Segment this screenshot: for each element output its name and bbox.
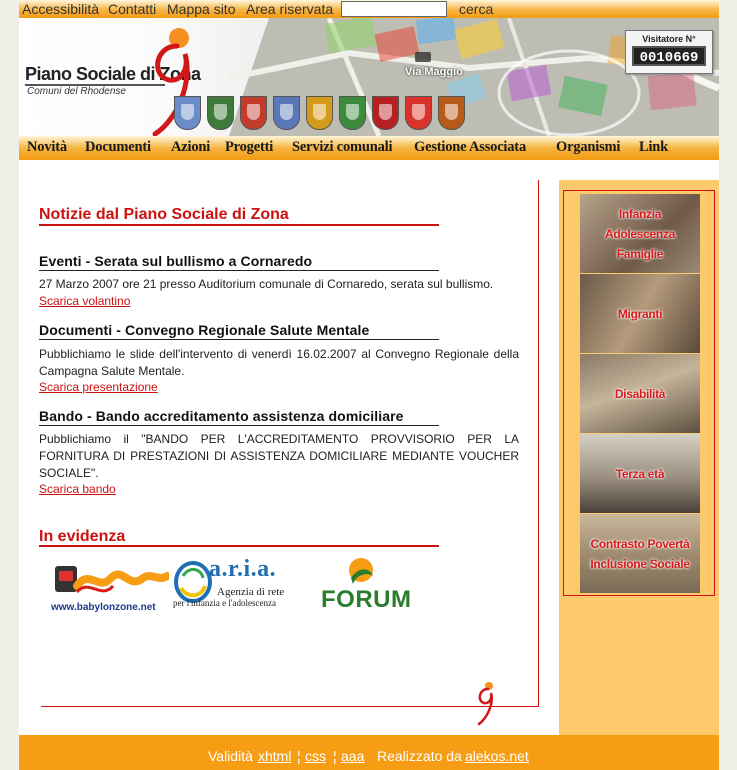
link-contatti[interactable]: Contatti: [108, 1, 157, 17]
page: [19, 0, 719, 770]
crest-icon: [405, 96, 432, 130]
highlight-section-title: In evidenza: [39, 528, 126, 545]
news-item-title: Documenti - Convegno Regionale Salute Mentale: [39, 322, 370, 338]
nine-small-icon: [471, 680, 501, 726]
news-section-title: Notizie dal Piano Sociale di Zona: [39, 206, 289, 223]
crest-icon: [240, 96, 267, 130]
crest-icon: [438, 96, 465, 130]
nav-item-azioni[interactable]: Azioni: [171, 139, 211, 155]
footer-link-css[interactable]: css: [305, 748, 326, 764]
sidebar-item-contrasto-poverta[interactable]: [580, 514, 700, 593]
logo-title: Piano Sociale di Zona: [25, 64, 201, 84]
site-header: [19, 18, 719, 136]
forum-name: FORUM: [321, 586, 412, 613]
nav-item-servizi-comunali[interactable]: Servizi comunali: [292, 139, 393, 155]
sidebar-item-migranti[interactable]: [580, 274, 700, 353]
sidebar-item-label: Inclusione Sociale: [590, 556, 690, 571]
news-item-title: Bando - Bando accreditamento assistenza domiciliare: [39, 408, 404, 424]
sidebar-item-terza-eta[interactable]: [580, 434, 700, 513]
footer-separator: ¦: [333, 748, 337, 764]
sidebar-item-label: Terza età: [615, 466, 665, 481]
main-nav: [19, 136, 719, 160]
visitor-counter-value: 0010669: [632, 46, 706, 66]
crest-icon: [174, 96, 201, 130]
link-accessibilita[interactable]: Accessibilità: [22, 1, 100, 17]
news-item-rule: [39, 270, 439, 271]
news-item-text: Pubblichiamo le slide dell'intervento di venerdì 16.02.2007 al Convegno Regionale della Campagna Salute Mentale.: [39, 347, 519, 378]
footer: [19, 735, 719, 770]
news-section-rule: [39, 224, 439, 226]
nav-item-progetti[interactable]: Progetti: [225, 139, 274, 155]
sidebar-item-label: Infanzia: [618, 206, 662, 221]
nav-item-link[interactable]: Link: [639, 139, 669, 155]
link-area-riservata[interactable]: Area riservata: [246, 1, 334, 17]
nav-item-novita[interactable]: Novità: [27, 139, 67, 155]
crest-icon: [273, 96, 300, 130]
municipal-crests: [174, 96, 465, 130]
partner-banners: [49, 556, 412, 620]
search-input[interactable]: [341, 1, 447, 17]
crest-icon: [207, 96, 234, 130]
aria-subtitle-1: Agenzia di rete: [217, 586, 285, 598]
footer-link-xhtml[interactable]: xhtml: [258, 748, 292, 764]
aria-subtitle-2: per l'infanzia e l'adolescenza: [173, 598, 276, 608]
search-button[interactable]: cerca: [459, 1, 494, 17]
crest-icon: [339, 96, 366, 130]
news-item-title: Eventi - Serata sul bullismo a Cornaredo: [39, 253, 313, 269]
news-item-text: 27 Marzo 2007 ore 21 presso Auditorium comunale di Cornaredo, serata sul bullismo.: [39, 277, 494, 291]
link-mappa-sito[interactable]: Mappa sito: [167, 1, 236, 17]
forum-banner[interactable]: [313, 556, 412, 620]
sidebar-item-label: Adolescenza: [604, 226, 676, 241]
news-item-link[interactable]: Scarica volantino: [39, 294, 131, 308]
news-item-link[interactable]: Scarica bando: [39, 482, 116, 496]
babylonzone-logo-icon: [49, 556, 169, 606]
visitor-counter-label: Visitatore N°: [642, 34, 696, 44]
news-item-text: Pubblichiamo il "BANDO PER L'ACCREDITAMENTO PROVVISORIO PER LA FORNITURA DI PRESTAZIONI DI ASSISTENZA DOMICILIARE MEDIANTE VOUCHER SOCIALE".: [39, 432, 519, 480]
content-border-right: [538, 180, 539, 706]
visitor-counter: [625, 30, 713, 74]
news-item-link[interactable]: Scarica presentazione: [39, 380, 158, 394]
sidebar-item-label: Disabilità: [614, 386, 666, 401]
babylonzone-banner[interactable]: [49, 556, 169, 620]
main-content: [19, 160, 559, 735]
aria-name: a.r.i.a.: [209, 556, 277, 582]
nav-item-gestione-associata[interactable]: Gestione Associata: [414, 139, 526, 155]
nav-item-organismi[interactable]: Organismi: [556, 139, 621, 155]
sidebar-item-label: Migranti: [617, 306, 663, 321]
sidebar-item-disabilita[interactable]: [580, 354, 700, 433]
babylonzone-url: www.babylonzone.net: [51, 602, 156, 613]
footer-link-author[interactable]: alekos.net: [465, 748, 529, 764]
map-street-label: Via Maggio: [405, 66, 463, 78]
footer-separator: ¦: [297, 748, 301, 764]
sidebar: [559, 180, 719, 735]
logo-subtitle: Comuni del Rhodense: [27, 86, 126, 97]
news-item-rule: [39, 425, 439, 426]
sidebar-item-infanzia[interactable]: [580, 194, 700, 273]
sidebar-item-label: Famiglie: [616, 246, 664, 261]
nav-item-documenti[interactable]: Documenti: [85, 139, 151, 155]
sidebar-item-label: Contrasto Povertà: [590, 536, 690, 551]
footer-made-by-label: Realizzato da: [377, 748, 462, 764]
crest-icon: [372, 96, 399, 130]
news-item-rule: [39, 339, 439, 340]
crest-icon: [306, 96, 333, 130]
footer-link-aaa[interactable]: aaa: [341, 748, 365, 764]
aria-banner[interactable]: [173, 556, 297, 620]
highlight-section-rule: [39, 545, 439, 547]
content-border-bottom: [41, 706, 539, 707]
footer-validity-label: Validità: [208, 748, 253, 764]
sidebar-box: [563, 190, 715, 596]
top-utility-bar: [19, 0, 719, 18]
